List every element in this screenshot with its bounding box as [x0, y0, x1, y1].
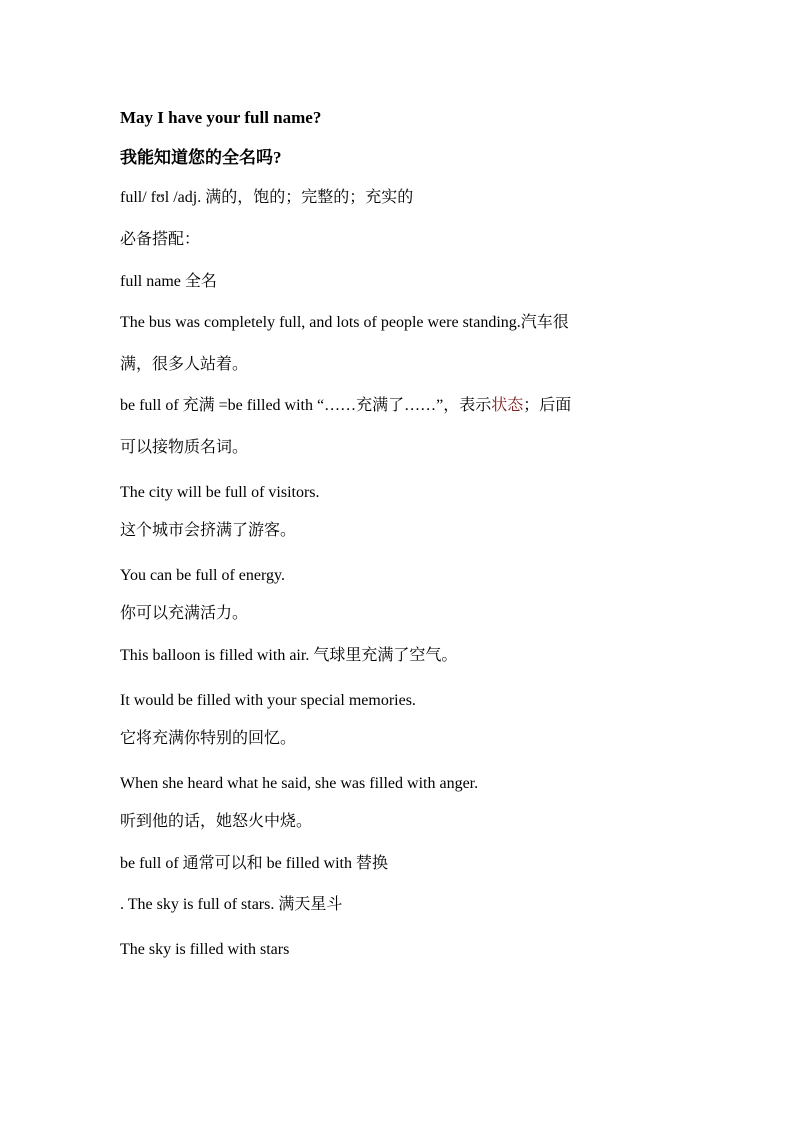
- collocation-label: 必备搭配：: [120, 231, 201, 248]
- energy-example-chinese: 你可以充满活力。: [120, 605, 249, 622]
- sky-full-example: . The sky is full of stars. 满天星斗: [120, 896, 343, 913]
- be-full-of-rule-tail: ；后面: [523, 397, 572, 414]
- vocab-definition: full/ fʊl /adj. 满的，饱的；完整的；充实的: [120, 189, 414, 206]
- memories-example-english: It would be filled with your special memories.: [120, 692, 416, 709]
- anger-example-chinese: 听到他的话，她怒火中烧。: [120, 813, 313, 830]
- city-example-english: The city will be full of visitors.: [120, 484, 320, 501]
- heading-chinese: 我能知道您的全名吗?: [120, 148, 282, 167]
- city-example-chinese: 这个城市会挤满了游客。: [120, 522, 297, 539]
- memories-example-chinese: 它将充满你特别的回忆。: [120, 730, 297, 747]
- be-full-of-rule-text: be full of 充满 =be filled with “……充满了……”，表示: [120, 397, 492, 414]
- bus-sentence-line-1: The bus was completely full, and lots of people were standing.汽车很: [120, 314, 569, 331]
- full-name-phrase: full name 全名: [120, 273, 217, 290]
- be-full-of-continuation: 可以接物质名词。: [120, 439, 249, 456]
- be-full-of-rule: [120, 396, 571, 416]
- bus-sentence-line-2: 满，很多人站着。: [120, 356, 249, 373]
- balloon-example: This balloon is filled with air. 气球里充满了空气。: [120, 647, 458, 664]
- anger-example-english: When she heard what he said, she was filled with anger.: [120, 775, 479, 792]
- sky-filled-example: The sky is filled with stars: [120, 941, 290, 958]
- heading-english: May I have your full name?: [120, 108, 322, 127]
- energy-example-english: You can be full of energy.: [120, 567, 286, 584]
- replace-note: be full of 通常可以和 be filled with 替换: [120, 855, 388, 872]
- highlight-state: 状态: [491, 397, 524, 414]
